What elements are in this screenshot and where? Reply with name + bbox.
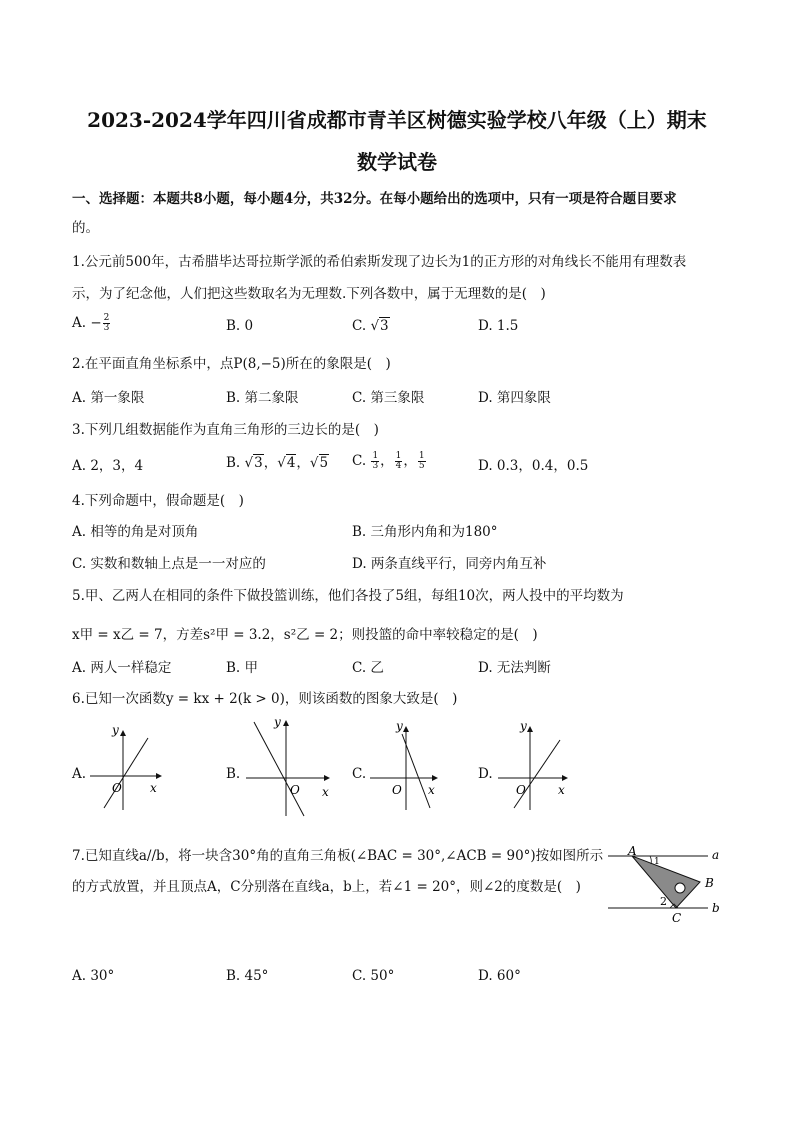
q1-option-d: D. 1.5 <box>478 318 519 334</box>
q7-stem-line1: 7.已知直线a//b，将一块含30°角的直角三角板(∠BAC = 30°,∠ACB = 90°)按如图所示 <box>72 848 604 864</box>
q6-graph-a <box>86 722 166 814</box>
q1-option-a: A. − $\frac{2}{3}$ <box>72 313 110 333</box>
q7-option-d: D. 60° <box>478 968 521 984</box>
q2-stem: 2.在平面直角坐标系中，点P(8,−5)所在的象限是( ) <box>72 356 391 372</box>
svg-text:O: O <box>392 783 402 797</box>
svg-text:y: y <box>112 723 119 737</box>
q3-option-b: B. √3，√4，√5 <box>226 455 329 471</box>
svg-text:A: A <box>628 844 637 858</box>
svg-text:O: O <box>290 783 300 797</box>
svg-text:x: x <box>150 781 157 795</box>
svg-text:x: x <box>558 783 565 797</box>
q7-option-a: A. 30° <box>72 968 115 984</box>
q6-option-b-label: B. <box>226 766 241 782</box>
q5-option-d: D. 无法判断 <box>478 660 551 676</box>
q4-option-b: B. 三角形内角和为180° <box>352 524 498 540</box>
q5-option-c: C. 乙 <box>352 660 384 676</box>
svg-text:y: y <box>520 719 527 733</box>
svg-text:y: y <box>396 719 403 733</box>
q4-stem: 4.下列命题中，假命题是( ) <box>72 493 244 509</box>
q4-option-d: D. 两条直线平行，同旁内角互补 <box>352 556 547 572</box>
q6-graph-c <box>366 718 446 814</box>
q2-option-c: C. 第三象限 <box>352 390 425 406</box>
section-header-cont: 的。 <box>72 220 99 236</box>
q1-stem-line2: 示，为了纪念他，人们把这些数取名为无理数.下列各数中，属于无理数的是( ) <box>72 286 546 302</box>
q7-option-c: C. 50° <box>352 968 395 984</box>
q1-stem-line1: 1.公元前500年，古希腊毕达哥拉斯学派的希伯索斯发现了边长为1的正方形的对角线长不能用有理数表 <box>72 254 687 270</box>
svg-text:1: 1 <box>654 857 660 867</box>
svg-text:C: C <box>672 911 682 925</box>
svg-text:b: b <box>712 901 720 915</box>
svg-text:B: B <box>705 876 714 890</box>
svg-text:x: x <box>428 783 435 797</box>
svg-text:2: 2 <box>660 895 667 908</box>
svg-text:y: y <box>274 715 281 729</box>
q1-option-c: C. √3 <box>352 318 389 334</box>
section-header: 一、选择题：本题共8小题，每小题4分，共32分。在每小题给出的选项中，只有一项是符合题目要求 <box>72 191 677 207</box>
q3-option-d: D. 0.3，0.4，0.5 <box>478 458 589 474</box>
q3-stem: 3.下列几组数据能作为直角三角形的三边长的是( ) <box>72 422 379 438</box>
page-title-line2: 数学试卷 <box>357 150 437 174</box>
page-title-line1: 2023-2024学年四川省成都市青羊区树德实验学校八年级（上）期末 <box>87 108 707 132</box>
q7-stem-line2: 的方式放置，并且顶点A，C分别落在直线a，b上，若∠1 = 20°，则∠2的度数是( ) <box>72 879 581 895</box>
q2-option-d: D. 第四象限 <box>478 390 551 406</box>
q5-option-b: B. 甲 <box>226 660 259 676</box>
q2-option-a: A. 第一象限 <box>72 390 145 406</box>
svg-text:a: a <box>712 848 720 862</box>
q6-option-d-label: D. <box>478 766 493 782</box>
svg-text:O: O <box>516 783 526 797</box>
svg-text:x: x <box>322 785 329 799</box>
q4-option-a: A. 相等的角是对顶角 <box>72 524 199 540</box>
q6-graph-d <box>494 718 578 814</box>
q5-stem-line2: x甲 = x乙 = 7，方差s²甲 = 3.2，s²乙 = 2；则投篮的命中率较稳定的是( ) <box>72 627 538 643</box>
q3-option-a: A. 2，3，4 <box>72 458 144 474</box>
q6-option-c-label: C. <box>352 766 367 782</box>
q7-figure <box>604 842 734 928</box>
q6-stem: 6.已知一次函数y = kx + 2(k > 0)，则该函数的图象大致是( ) <box>72 691 458 707</box>
q1-option-b: B. 0 <box>226 318 254 334</box>
svg-text:O: O <box>112 781 122 795</box>
q3-option-c: C. $\frac{1}{3}$ ， $\frac{1}{4}$ ， $\frac{1}{5}$ <box>352 451 425 471</box>
q5-stem-line1: 5.甲、乙两人在相同的条件下做投篮训练，他们各投了5组，每组10次，两人投中的平均数为 <box>72 588 624 604</box>
q2-option-b: B. 第二象限 <box>226 390 299 406</box>
q7-option-b: B. 45° <box>226 968 269 984</box>
q6-option-a-label: A. <box>72 766 87 782</box>
q6-graph-b <box>240 712 336 820</box>
q5-option-a: A. 两人一样稳定 <box>72 660 172 676</box>
q4-option-c: C. 实数和数轴上点是一一对应的 <box>72 556 266 572</box>
